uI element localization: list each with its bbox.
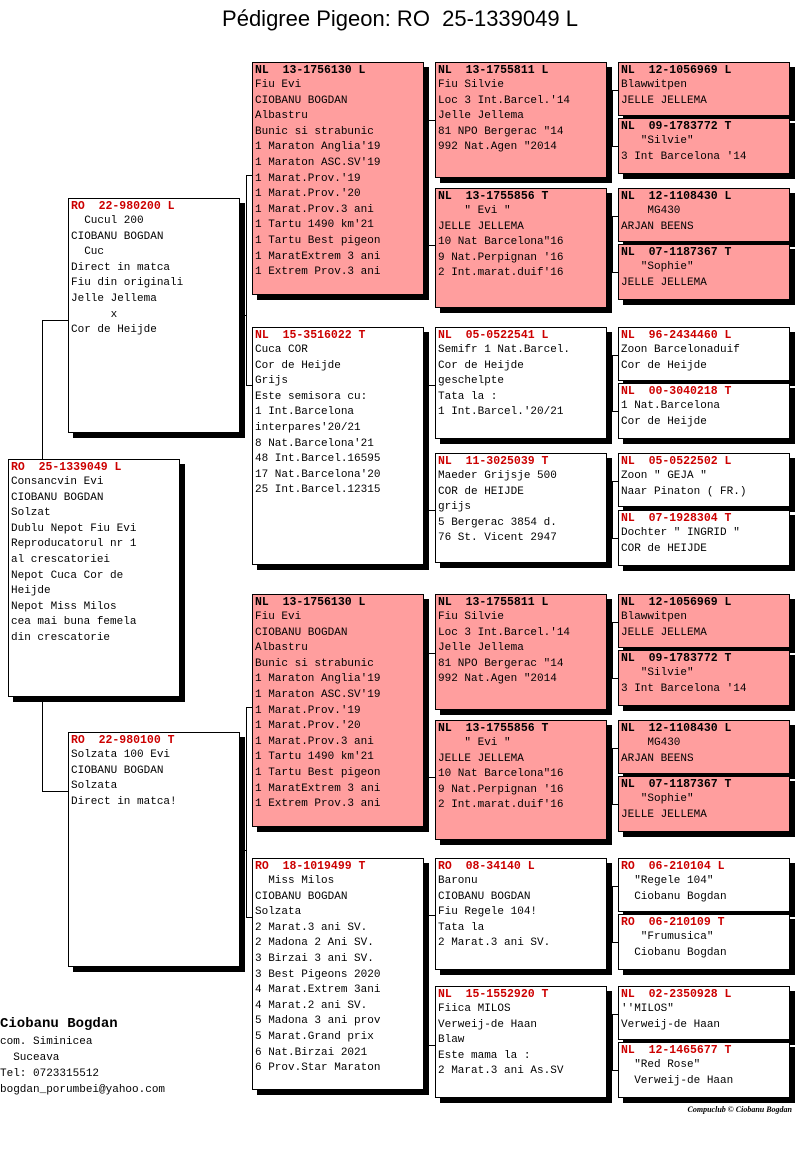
pigeon-info-line: Fiu Regele 104! xyxy=(438,906,538,919)
tree-connector xyxy=(424,715,429,716)
pigeon-info-line: Fiu din originali xyxy=(71,277,184,290)
ancestor-box xyxy=(618,720,790,774)
ring-number: RO 18-1019499 T xyxy=(255,860,366,873)
owner-address-2: Suceava xyxy=(0,1052,60,1064)
pigeon-info-line: 1 Marat.Prov.'20 xyxy=(255,720,361,733)
pigeon-info-line: 992 Nat.Agen "2014 xyxy=(438,141,557,154)
pigeon-info-line: Solzata 100 Evi xyxy=(71,749,171,761)
pigeon-info-line: Zoon Barcelonaduif xyxy=(621,344,740,356)
pigeon-info-line: JELLE JELLEMA xyxy=(621,626,707,639)
pigeon-info-line: 5 Madona 3 ani prov xyxy=(255,1015,381,1028)
pigeon-info-line: CIOBANU BOGDAN xyxy=(11,491,104,504)
ring-number: NL 09-1783772 T xyxy=(621,120,732,133)
grandparent-box xyxy=(252,594,424,827)
ring-number: NL 11-3025039 T xyxy=(438,455,549,468)
pigeon-info-line: 5 Bergerac 3854 d. xyxy=(438,516,557,529)
pigeon-info-line: "Regele 104" xyxy=(621,875,714,887)
pigeon-info-line: Jelle Jellema xyxy=(71,292,157,305)
great-grandparent-box xyxy=(435,327,607,439)
pigeon-info-line: Consancvin Evi xyxy=(11,476,104,488)
pigeon-info-line: Ciobanu Bogdan xyxy=(621,946,727,959)
ring-number: NL 13-1755856 T xyxy=(438,190,549,203)
pigeon-info-line: 6 Nat.Birzai 2021 xyxy=(255,1046,368,1059)
pigeon-info-line: 1 Tartu 1490 km'21 xyxy=(255,751,374,764)
ancestor-box xyxy=(618,776,790,832)
ring-number: NL 05-0522541 L xyxy=(438,329,549,342)
pigeon-info-line: interpares'20/21 xyxy=(255,421,361,434)
pigeon-info-line: Dochter " INGRID " xyxy=(621,527,740,539)
pigeon-info-line: 3 Birzai 3 ani SV. xyxy=(255,952,374,965)
pigeon-info-line: 1 Marat.Prov.'19 xyxy=(255,704,361,717)
ring-number: NL 13-1756130 L xyxy=(255,596,366,609)
ring-number: NL 96-2434460 L xyxy=(621,329,732,342)
pigeon-info-line: CIOBANU BOGDAN xyxy=(255,890,348,903)
pigeon-info-line: 48 Int.Barcel.16595 xyxy=(255,453,381,466)
pigeon-info-line: CIOBANU BOGDAN xyxy=(71,764,164,777)
ancestor-box xyxy=(618,453,790,507)
pigeon-info-line: Cuca COR xyxy=(255,344,308,356)
pigeon-info-line: Blaw xyxy=(438,1034,465,1047)
tree-connector xyxy=(607,244,613,245)
ring-number: NL 02-2350928 L xyxy=(621,988,732,1001)
ring-number: NL 12-1056969 L xyxy=(621,64,732,77)
dam-box xyxy=(68,732,240,967)
pigeon-info-line: geschelpte xyxy=(438,375,505,388)
tree-connector xyxy=(246,707,247,917)
pigeon-info-line: 2 Marat.3 ani SV. xyxy=(255,921,368,934)
pigeon-info-line: JELLE JELLEMA xyxy=(438,752,524,765)
pigeon-info-line: x xyxy=(71,308,118,321)
pigeon-info-line: 4 Marat.Extrem 3ani xyxy=(255,984,381,997)
pigeon-info-line: Cor de Heijde xyxy=(438,359,524,372)
pigeon-info-line: ''MILOS" xyxy=(621,1003,674,1015)
tree-connector xyxy=(424,183,429,184)
pigeon-info-line: 1 Maraton ASC.SV'19 xyxy=(255,156,381,169)
tree-connector xyxy=(42,791,70,792)
pigeon-info-line: 2 Marat.3 ani As.SV xyxy=(438,1065,564,1078)
pigeon-info-line: 1 MaratExtrem 3 ani xyxy=(255,250,381,263)
pigeon-info-line: Jelle Jellema xyxy=(438,642,524,655)
pigeon-info-line: 25 Int.Barcel.12315 xyxy=(255,484,381,497)
page-title: Pédigree Pigeon: RO 25-1339049 L xyxy=(222,6,578,31)
ancestor-box xyxy=(618,858,790,912)
owner-phone: Tel: 0723315512 xyxy=(0,1068,100,1080)
grandparent-box xyxy=(252,327,424,565)
pigeon-info-line: "Silvie" xyxy=(621,135,694,147)
pigeon-info-line: 1 Extrem Prov.3 ani xyxy=(255,266,381,279)
pigeon-info-line: Fiica MILOS xyxy=(438,1003,511,1015)
pigeon-info-line: Miss Milos xyxy=(255,875,335,887)
pigeon-info-line: 1 Maraton Anglia'19 xyxy=(255,673,381,686)
pigeon-info-line: 5 Marat.Grand prix xyxy=(255,1030,374,1043)
pigeon-info-line: 2 Madona 2 Ani SV. xyxy=(255,937,374,950)
great-grandparent-box xyxy=(435,188,607,308)
pigeon-info-line: "Red Rose" xyxy=(621,1059,701,1071)
pigeon-info-line: Solzat xyxy=(11,507,51,520)
pigeon-info-line: 76 St. Vicent 2947 xyxy=(438,532,557,545)
pigeon-info-line: Solzata xyxy=(71,780,118,793)
pigeon-info-line: JELLE JELLEMA xyxy=(621,808,707,821)
pigeon-info-line: ARJAN BEENS xyxy=(621,752,694,765)
pigeon-info-line: 2 Int.marat.duif'16 xyxy=(438,799,564,812)
ring-number: RO 22-980200 L xyxy=(71,200,175,213)
grandparent-box xyxy=(252,858,424,1090)
pigeon-info-line: 1 Tartu Best pigeon xyxy=(255,766,381,779)
pigeon-info-line: Verweij-de Haan xyxy=(438,1018,538,1031)
pigeon-info-line: 1 Marat.Prov.3 ani xyxy=(255,735,374,748)
pigeon-info-line: 1 MaratExtrem 3 ani xyxy=(255,782,381,795)
pigeon-info-line: Cor de Heijde xyxy=(621,415,707,428)
ring-number: NL 09-1783772 T xyxy=(621,652,732,665)
pigeon-info-line: 9 Nat.Perpignan '16 xyxy=(438,783,564,796)
pigeon-info-line: 3 Int Barcelona '14 xyxy=(621,682,747,695)
ring-number: NL 13-1755811 L xyxy=(438,64,549,77)
pigeon-info-line: Albastru xyxy=(255,642,308,655)
ring-number: NL 13-1755811 L xyxy=(438,596,549,609)
pigeon-info-line: 1 Tartu Best pigeon xyxy=(255,234,381,247)
pigeon-info-line: 1 Maraton Anglia'19 xyxy=(255,141,381,154)
pigeon-info-line: 1 Maraton ASC.SV'19 xyxy=(255,688,381,701)
pigeon-info-line: "Sophie" xyxy=(621,793,694,805)
pigeon-info-line: Heijde xyxy=(11,585,51,598)
pigeon-info-line: 1 Marat.Prov.'20 xyxy=(255,188,361,201)
pigeon-info-line: 9 Nat.Perpignan '16 xyxy=(438,251,564,264)
pigeon-info-line: " Evi " xyxy=(438,205,511,217)
pigeon-info-line: 2 Int.marat.duif'16 xyxy=(438,267,564,280)
pigeon-info-line: 1 Int.Barcelona xyxy=(255,406,355,419)
pigeon-info-line: Grijs xyxy=(255,375,289,388)
ancestor-box xyxy=(618,650,790,706)
pigeon-info-line: 3 Int Barcelona '14 xyxy=(621,150,747,163)
ring-number: NL 12-1056969 L xyxy=(621,596,732,609)
great-grandparent-box xyxy=(435,453,607,563)
pigeon-info-line: Tata la : xyxy=(438,390,498,403)
pigeon-info-line: 81 NPO Bergerac "14 xyxy=(438,657,564,670)
pigeon-info-line: 2 Marat.3 ani SV. xyxy=(438,937,551,950)
pigeon-info-line: Este mama la : xyxy=(438,1049,531,1062)
pigeon-info-line: Direct in matca! xyxy=(71,795,177,808)
ring-number: NL 15-1552920 T xyxy=(438,988,549,1001)
pigeon-info-line: CIOBANU BOGDAN xyxy=(438,890,531,903)
ring-number: NL 00-3040218 T xyxy=(621,385,732,398)
tree-connector xyxy=(246,175,247,385)
pigeon-info-line: Nepot Cuca Cor de xyxy=(11,569,124,582)
pigeon-info-line: Este semisora cu: xyxy=(255,390,368,403)
owner-info xyxy=(0,1014,165,1098)
pigeon-info-line: "Silvie" xyxy=(621,667,694,679)
ring-number: RO 08-34140 L xyxy=(438,860,535,873)
pigeon-info-line: Verweij-de Haan xyxy=(621,1074,734,1087)
pigeon-info-line: 17 Nat.Barcelona'20 xyxy=(255,468,381,481)
great-grandparent-box xyxy=(435,594,607,710)
great-grandparent-box xyxy=(435,62,607,178)
ancestor-box xyxy=(618,327,790,381)
great-grandparent-box xyxy=(435,986,607,1098)
pigeon-info-line: Jelle Jellema xyxy=(438,110,524,123)
tree-connector xyxy=(607,510,613,511)
ring-number: RO 06-210109 T xyxy=(621,916,725,929)
tree-connector xyxy=(42,320,70,321)
pigeon-info-line: Zoon " GEJA " xyxy=(621,470,707,482)
pigeon-info-line: Fiu Silvie xyxy=(438,79,505,91)
ring-number: RO 06-210104 L xyxy=(621,860,725,873)
pigeon-info-line: "Frumusica" xyxy=(621,931,714,943)
pigeon-info-line: cea mai buna femela xyxy=(11,616,137,629)
ancestor-box xyxy=(618,986,790,1040)
pigeon-info-line: Cucul 200 xyxy=(71,215,144,227)
tree-connector xyxy=(42,697,43,792)
ring-number: NL 07-1187367 T xyxy=(621,778,732,791)
pigeon-info-line: Cuc xyxy=(71,246,105,259)
pigeon-info-line: Nepot Miss Milos xyxy=(11,600,117,613)
ancestor-box xyxy=(618,188,790,242)
tree-connector xyxy=(42,320,43,460)
footer-credit: Compuclub © Ciobanu Bogdan xyxy=(687,1105,792,1114)
pigeon-info-line: 8 Nat.Barcelona'21 xyxy=(255,437,374,450)
ancestor-box xyxy=(618,118,790,174)
ring-number: NL 12-1108430 L xyxy=(621,722,732,735)
pigeon-info-line: Maeder Grijsje 500 xyxy=(438,470,557,482)
pigeon-info-line: Cor de Heijde xyxy=(255,359,341,372)
pigeon-info-line: Blawwitpen xyxy=(621,79,688,91)
ring-number: NL 12-1108430 L xyxy=(621,190,732,203)
ancestor-box xyxy=(618,244,790,300)
tree-connector xyxy=(607,914,613,915)
pigeon-info-line: al crescatoriei xyxy=(11,553,111,566)
pigeon-info-line: grijs xyxy=(438,501,472,514)
tree-connector xyxy=(607,776,613,777)
pigeon-info-line: Bunic si strabunic xyxy=(255,125,374,138)
tree-connector xyxy=(607,383,613,384)
ancestor-box xyxy=(618,914,790,970)
pigeon-info-line: 1 Extrem Prov.3 ani xyxy=(255,798,381,811)
pigeon-info-line: Fiu Silvie xyxy=(438,611,505,623)
pigeon-info-line: CIOBANU BOGDAN xyxy=(71,230,164,243)
owner-name: Ciobanu Bogdan xyxy=(0,1016,118,1032)
pigeon-info-line: Dublu Nepot Fiu Evi xyxy=(11,522,137,535)
pigeon-info-line: JELLE JELLEMA xyxy=(621,94,707,107)
pigeon-info-line: 3 Best Pigeons 2020 xyxy=(255,968,381,981)
tree-connector xyxy=(240,315,247,316)
tree-connector xyxy=(424,448,429,449)
pigeon-info-line: MG430 xyxy=(621,205,681,217)
ring-number: NL 07-1928304 T xyxy=(621,512,732,525)
pigeon-info-line: din crescatorie xyxy=(11,631,111,644)
owner-email: bogdan_porumbei@yahoo.com xyxy=(0,1084,166,1096)
pigeon-info-line: Fiu Evi xyxy=(255,611,302,623)
tree-connector xyxy=(607,118,613,119)
pigeon-info-line: Semifr 1 Nat.Barcel. xyxy=(438,344,571,356)
pigeon-info-line: 1 Tartu 1490 km'21 xyxy=(255,219,374,232)
ring-number: NL 13-1755856 T xyxy=(438,722,549,735)
great-grandparent-box xyxy=(435,858,607,970)
pigeon-info-line: 1 Nat.Barcelona xyxy=(621,400,721,412)
ancestor-box xyxy=(618,594,790,648)
ring-number: NL 13-1756130 L xyxy=(255,64,366,77)
pigeon-info-line: Verweij-de Haan xyxy=(621,1018,721,1031)
pigeon-info-line: Loc 3 Int.Barcel.'14 xyxy=(438,626,571,639)
tree-connector xyxy=(607,1042,613,1043)
pigeon-info-line: CIOBANU BOGDAN xyxy=(255,626,348,639)
pigeon-info-line: Reproducatorul nr 1 xyxy=(11,538,137,551)
pigeon-info-line: 81 NPO Bergerac "14 xyxy=(438,125,564,138)
pigeon-info-line: Ciobanu Bogdan xyxy=(621,890,727,903)
ancestor-box xyxy=(618,510,790,566)
pigeon-info-line: ARJAN BEENS xyxy=(621,220,694,233)
ring-number: RO 22-980100 T xyxy=(71,734,175,747)
pigeon-info-line: Cor de Heijde xyxy=(621,359,707,372)
pigeon-info-line: Direct in matca xyxy=(71,261,171,274)
tree-connector xyxy=(424,980,429,981)
pigeon-info-line: Blawwitpen xyxy=(621,611,688,623)
pigeon-info-line: 992 Nat.Agen "2014 xyxy=(438,673,557,686)
pigeon-info-line: 1 Int.Barcel.'20/21 xyxy=(438,406,564,419)
pigeon-info-line: COR de HEIJDE xyxy=(621,542,707,555)
tree-connector xyxy=(240,850,247,851)
ancestor-box xyxy=(618,62,790,116)
ring-number: RO 25-1339049 L xyxy=(11,461,122,474)
pigeon-info-line: 6 Prov.Star Maraton xyxy=(255,1062,381,1075)
great-grandparent-box xyxy=(435,720,607,840)
pigeon-info-line: "Sophie" xyxy=(621,261,694,273)
pigeon-info-line: JELLE JELLEMA xyxy=(438,220,524,233)
pigeon-info-line: Albastru xyxy=(255,110,308,123)
pigeon-info-line: 10 Nat Barcelona"16 xyxy=(438,236,564,249)
ancestor-box xyxy=(618,1042,790,1098)
sire-box xyxy=(68,198,240,433)
pigeon-info-line: MG430 xyxy=(621,737,681,749)
pigeon-info-line: 1 Marat.Prov.'19 xyxy=(255,172,361,185)
ring-number: NL 15-3516022 T xyxy=(255,329,366,342)
pigeon-info-line: 10 Nat Barcelona"16 xyxy=(438,768,564,781)
pigeon-info-line: JELLE JELLEMA xyxy=(621,276,707,289)
pigeon-info-line: COR de HEIJDE xyxy=(438,485,524,498)
grandparent-box xyxy=(252,62,424,295)
pigeon-info-line: Fiu Evi xyxy=(255,79,302,91)
tree-connector xyxy=(607,650,613,651)
pigeon-info-line: " Evi " xyxy=(438,737,511,749)
ring-number: NL 07-1187367 T xyxy=(621,246,732,259)
pigeon-info-line: Naar Pinaton ( FR.) xyxy=(621,485,747,498)
pigeon-info-line: CIOBANU BOGDAN xyxy=(255,94,348,107)
pigeon-info-line: Baronu xyxy=(438,875,478,887)
ring-number: NL 12-1465677 T xyxy=(621,1044,732,1057)
owner-address-1: com. Siminicea xyxy=(0,1036,93,1048)
pigeon-info-line: Tata la xyxy=(438,921,485,934)
ancestor-box xyxy=(618,383,790,439)
pigeon-info-line: Cor de Heijde xyxy=(71,324,157,337)
pigeon-info-line: Solzata xyxy=(255,906,302,919)
pigeon-info-line: 4 Marat.2 ani SV. xyxy=(255,999,368,1012)
pigeon-info-line: Loc 3 Int.Barcel.'14 xyxy=(438,94,571,107)
pigeon-info-line: 1 Marat.Prov.3 ani xyxy=(255,203,374,216)
ring-number: NL 05-0522502 L xyxy=(621,455,732,468)
subject-pigeon xyxy=(8,459,180,697)
pigeon-info-line: Bunic si strabunic xyxy=(255,657,374,670)
